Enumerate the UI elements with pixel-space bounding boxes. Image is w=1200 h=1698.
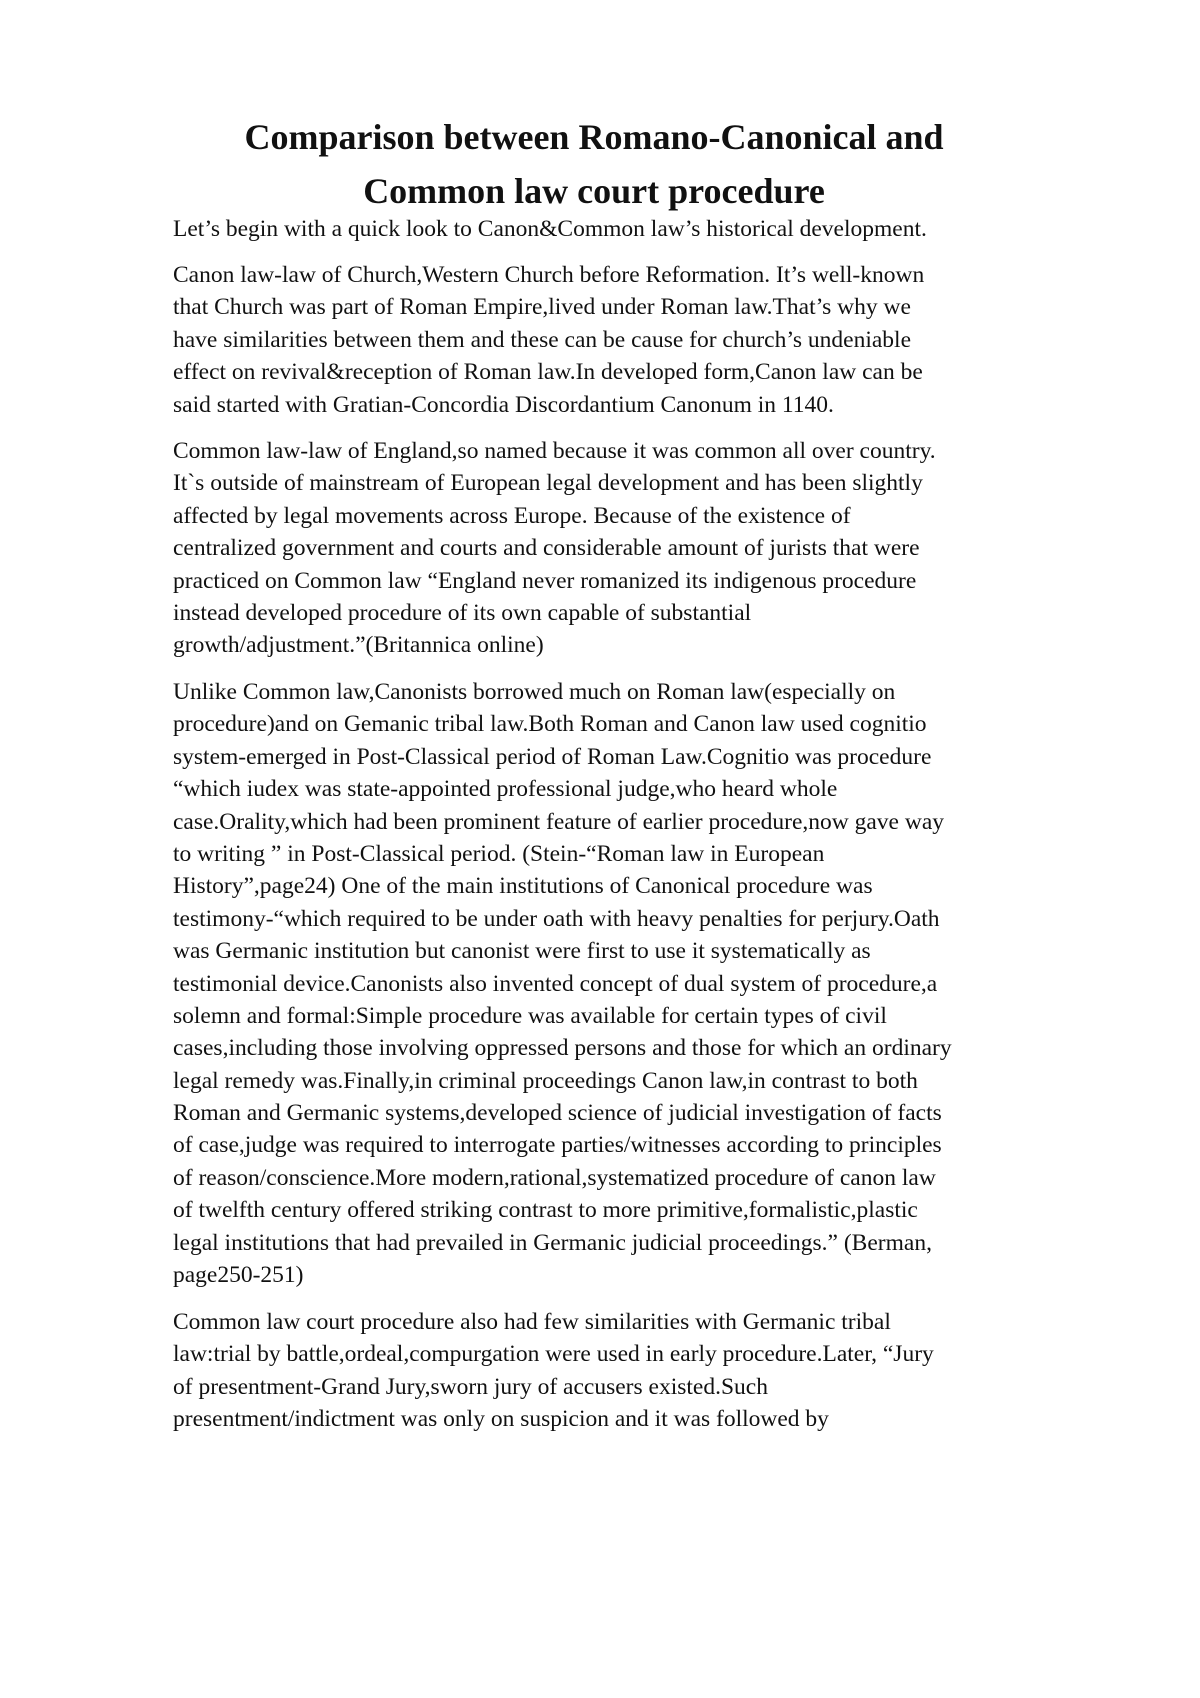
paragraph-line: that Church was part of Roman Empire,lived under Roman law.That’s why we xyxy=(173,294,911,321)
paragraph-line: instead developed procedure of its own capable of substantial xyxy=(173,599,752,626)
paragraph-line: centralized government and courts and considerable amount of jurists that were xyxy=(173,535,920,562)
paragraph-line: solemn and formal:Simple procedure was available for certain types of civil xyxy=(173,1002,887,1029)
paragraph-line: testimonial device.Canonists also invented concept of dual system of procedure,a xyxy=(173,970,938,997)
paragraph-5 xyxy=(173,1306,934,1436)
paragraph-line: Unlike Common law,Canonists borrowed much on Roman law(especially on xyxy=(173,679,896,705)
paragraph-line: Common law court procedure also had few similarities with Germanic tribal xyxy=(173,1309,891,1335)
paragraph-line: have similarities between them and these can be cause for church’s undeniable xyxy=(173,326,912,353)
paragraph-line: system-emerged in Post-Classical period of Roman Law.Cognitio was procedure xyxy=(173,743,932,770)
paragraph-line: page250-251) xyxy=(173,1262,304,1289)
paragraph-line: cases,including those involving oppressed persons and those for which an ordinary xyxy=(173,1035,952,1062)
paragraph-4 xyxy=(173,676,952,1291)
paragraph-1 xyxy=(173,213,927,245)
paragraph-3 xyxy=(173,435,936,662)
document-title-line-1: Comparison between Romano-Canonical and xyxy=(244,117,944,157)
paragraph-line: of case,judge was required to interrogate parties/witnesses according to principles xyxy=(173,1132,942,1159)
paragraph-line: to writing ” in Post-Classical period. (Stein-“Roman law in European xyxy=(173,840,825,867)
document-title-line-2: Common law court procedure xyxy=(363,171,825,211)
paragraph-line: of twelfth century offered striking contrast to more primitive,formalistic,plastic xyxy=(173,1197,918,1224)
paragraph-line: of reason/conscience.More modern,rational,systematized procedure of canon law xyxy=(173,1164,936,1191)
paragraph-line: affected by legal movements across Europe. Because of the existence of xyxy=(173,502,851,529)
paragraph-line: of presentment-Grand Jury,sworn jury of accusers existed.Such xyxy=(173,1373,768,1400)
paragraph-line: law:trial by battle,ordeal,compurgation were used in early procedure.Later, “Jury xyxy=(173,1341,934,1368)
paragraph-line: said started with Gratian-Concordia Discordantium Canonum in 1140. xyxy=(173,391,834,418)
paragraph-line: Canon law-law of Church,Western Church before Reformation. It’s well-known xyxy=(173,262,925,288)
paragraph-line: Roman and Germanic systems,developed science of judicial investigation of facts xyxy=(173,1100,942,1127)
paragraph-line: testimony-“which required to be under oath with heavy penalties for perjury.Oath xyxy=(173,905,940,932)
paragraph-line: History”,page24) One of the main institutions of Canonical procedure was xyxy=(173,873,873,900)
paragraph-line: effect on revival&reception of Roman law.In developed form,Canon law can be xyxy=(173,359,923,386)
paragraph-line: legal institutions that had prevailed in Germanic judicial proceedings.” (Berman, xyxy=(173,1229,932,1256)
paragraph-line: legal remedy was.Finally,in criminal proceedings Canon law,in contrast to both xyxy=(173,1067,918,1094)
paragraph-line: was Germanic institution but canonist were first to use it systematically as xyxy=(173,938,871,965)
paragraph-line: “which iudex was state-appointed professional judge,who heard whole xyxy=(173,776,838,803)
paragraph-line: presentment/indictment was only on suspicion and it was followed by xyxy=(173,1406,829,1433)
paragraph-line: Common law-law of England,so named because it was common all over country. xyxy=(173,438,936,464)
paragraph-line: growth/adjustment.”(Britannica online) xyxy=(173,632,544,659)
paragraph-line: It`s outside of mainstream of European legal development and has been slightly xyxy=(173,470,923,497)
paragraph-line: Let’s begin with a quick look to Canon&Common law’s historical development. xyxy=(173,216,927,242)
paragraph-line: case.Orality,which had been prominent feature of earlier procedure,now gave way xyxy=(173,808,945,835)
paragraph-line: practiced on Common law “England never romanized its indigenous procedure xyxy=(173,567,917,594)
paragraph-2 xyxy=(173,259,924,421)
paragraph-line: procedure)and on Gemanic tribal law.Both Roman and Canon law used cognitio xyxy=(173,711,927,738)
